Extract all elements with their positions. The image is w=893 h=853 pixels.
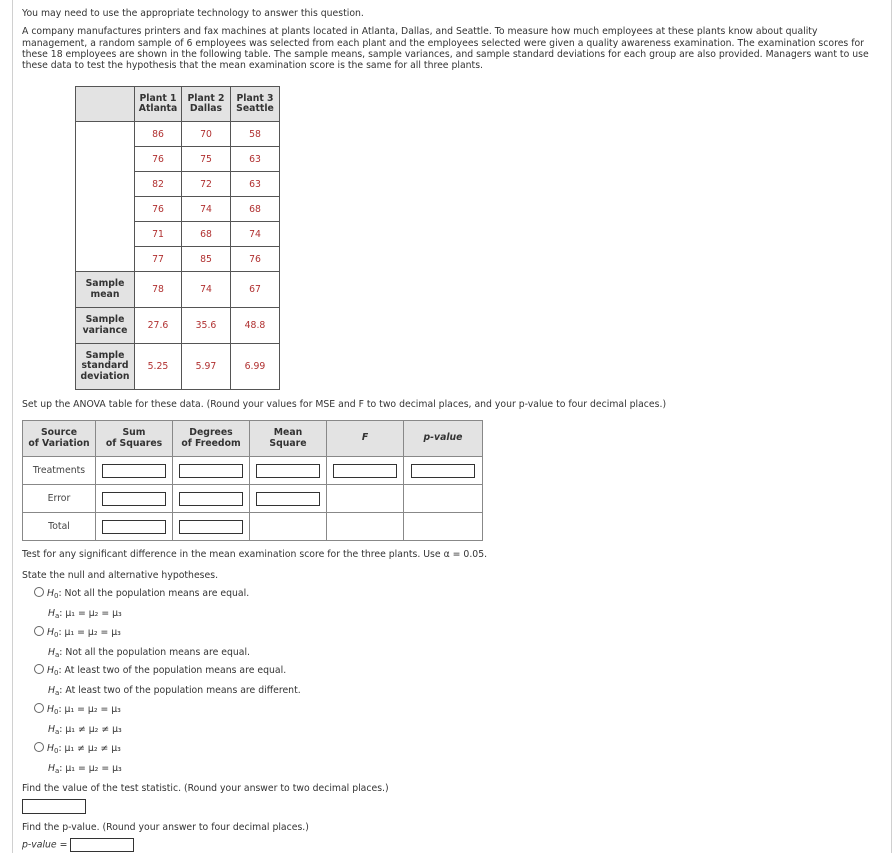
total-label: Total [23, 513, 96, 541]
blank-label-cell [76, 122, 135, 272]
radio-button[interactable] [34, 587, 44, 597]
variance-cell: 35.6 [182, 308, 231, 344]
stddev-cell: 6.99 [231, 344, 280, 390]
technology-note: You may need to use the appropriate technology to answer this question. [22, 8, 364, 19]
sample-mean-label: Sample mean [76, 272, 135, 308]
hypothesis-option[interactable]: $H_0$: μ₁ = μ₂ = μ₃ $H_a$: Not all the population means are equal. [34, 624, 250, 664]
problem-paragraph: A company manufactures printers and fax machines at plants located in Atlanta, Dallas, and Seattle. To measure how much employees at these plants know about quality management, a random sample of 6 employees was selected from each plant and the employees selected were given a quality awareness examination. The examination scores for these 18 employees are shown in the following table. The sample means, sample variances, and sample standard deviations for each group are also provided. Managers want to use these data to test the hypothesis that the mean examination score is the same for all three plants. [22, 26, 869, 72]
score-cell: 74 [231, 222, 280, 247]
score-cell: 76 [231, 247, 280, 272]
sample-variance-label: Sample variance [76, 308, 135, 344]
mean-cell: 67 [231, 272, 280, 308]
score-cell: 76 [135, 197, 182, 222]
state-hypotheses: State the null and alternative hypotheses. [22, 570, 219, 581]
treatments-ss-input[interactable] [102, 464, 166, 478]
p-value-prompt: Find the p-value. (Round your answer to four decimal places.) [22, 822, 309, 833]
score-cell: 70 [182, 122, 231, 147]
score-cell: 86 [135, 122, 182, 147]
stddev-cell: 5.97 [182, 344, 231, 390]
score-cell: 63 [231, 147, 280, 172]
score-cell: 76 [135, 147, 182, 172]
error-ms-input[interactable] [256, 492, 320, 506]
test-statistic-input[interactable] [22, 799, 86, 814]
variance-cell: 27.6 [135, 308, 182, 344]
f-input[interactable] [333, 464, 397, 478]
f-header: F [327, 421, 404, 457]
treatments-label: Treatments [23, 457, 96, 485]
radio-button[interactable] [34, 664, 44, 674]
hypothesis-option[interactable]: $H_0$: μ₁ = μ₂ = μ₃ $H_a$: μ₁ ≠ μ₂ ≠ μ₃ [34, 701, 122, 741]
test-statistic-prompt: Find the value of the test statistic. (Round your answer to two decimal places.) [22, 783, 389, 794]
hypothesis-option[interactable]: $H_0$: At least two of the population means are equal. $H_a$: At least two of the population means are different. [34, 662, 301, 702]
mean-square-header: Mean Square [250, 421, 327, 457]
score-cell: 74 [182, 197, 231, 222]
score-cell: 68 [231, 197, 280, 222]
radio-button[interactable] [34, 703, 44, 713]
p-value-row [22, 838, 134, 852]
mean-cell: 74 [182, 272, 231, 308]
p-value-label: p-value = [22, 839, 68, 851]
score-cell: 77 [135, 247, 182, 272]
radio-button[interactable] [34, 742, 44, 752]
plant3-header: Plant 3 Seattle [231, 87, 280, 122]
error-label: Error [23, 485, 96, 513]
treatments-df-input[interactable] [179, 464, 243, 478]
p-value-answer-input[interactable] [70, 838, 134, 852]
score-cell: 72 [182, 172, 231, 197]
score-cell: 71 [135, 222, 182, 247]
variance-cell: 48.8 [231, 308, 280, 344]
test-instruction: Test for any significant difference in the mean examination score for the three plants. Use α = 0.05. [22, 549, 488, 560]
p-value-input[interactable] [411, 464, 475, 478]
score-cell: 63 [231, 172, 280, 197]
anova-table [22, 420, 483, 541]
score-cell: 75 [182, 147, 231, 172]
error-ss-input[interactable] [102, 492, 166, 506]
score-cell: 68 [182, 222, 231, 247]
plant1-header: Plant 1 Atlanta [135, 87, 182, 122]
scores-table [75, 86, 280, 390]
stddev-cell: 5.25 [135, 344, 182, 390]
intro-text [22, 8, 882, 78]
p-value-header: p-value [404, 421, 483, 457]
hypothesis-option[interactable]: $H_0$: Not all the population means are equal. $H_a$: μ₁ = μ₂ = μ₃ [34, 585, 249, 625]
degrees-freedom-header: Degrees of Freedom [173, 421, 250, 457]
total-df-input[interactable] [179, 520, 243, 534]
corner-cell [76, 87, 135, 122]
score-cell: 82 [135, 172, 182, 197]
total-ss-input[interactable] [102, 520, 166, 534]
plant2-header: Plant 2 Dallas [182, 87, 231, 122]
sample-stddev-label: Sample standard deviation [76, 344, 135, 390]
hypothesis-option[interactable]: $H_0$: μ₁ ≠ μ₂ ≠ μ₃ $H_a$: μ₁ = μ₂ = μ₃ [34, 740, 122, 780]
mean-cell: 78 [135, 272, 182, 308]
error-df-input[interactable] [179, 492, 243, 506]
anova-instruction: Set up the ANOVA table for these data. (Round your values for MSE and F to two decimal places, and your p-value to four decimal places.) [22, 399, 667, 410]
sum-squares-header: Sum of Squares [96, 421, 173, 457]
source-header: Source of Variation [23, 421, 96, 457]
score-cell: 85 [182, 247, 231, 272]
radio-button[interactable] [34, 626, 44, 636]
score-cell: 58 [231, 122, 280, 147]
treatments-ms-input[interactable] [256, 464, 320, 478]
